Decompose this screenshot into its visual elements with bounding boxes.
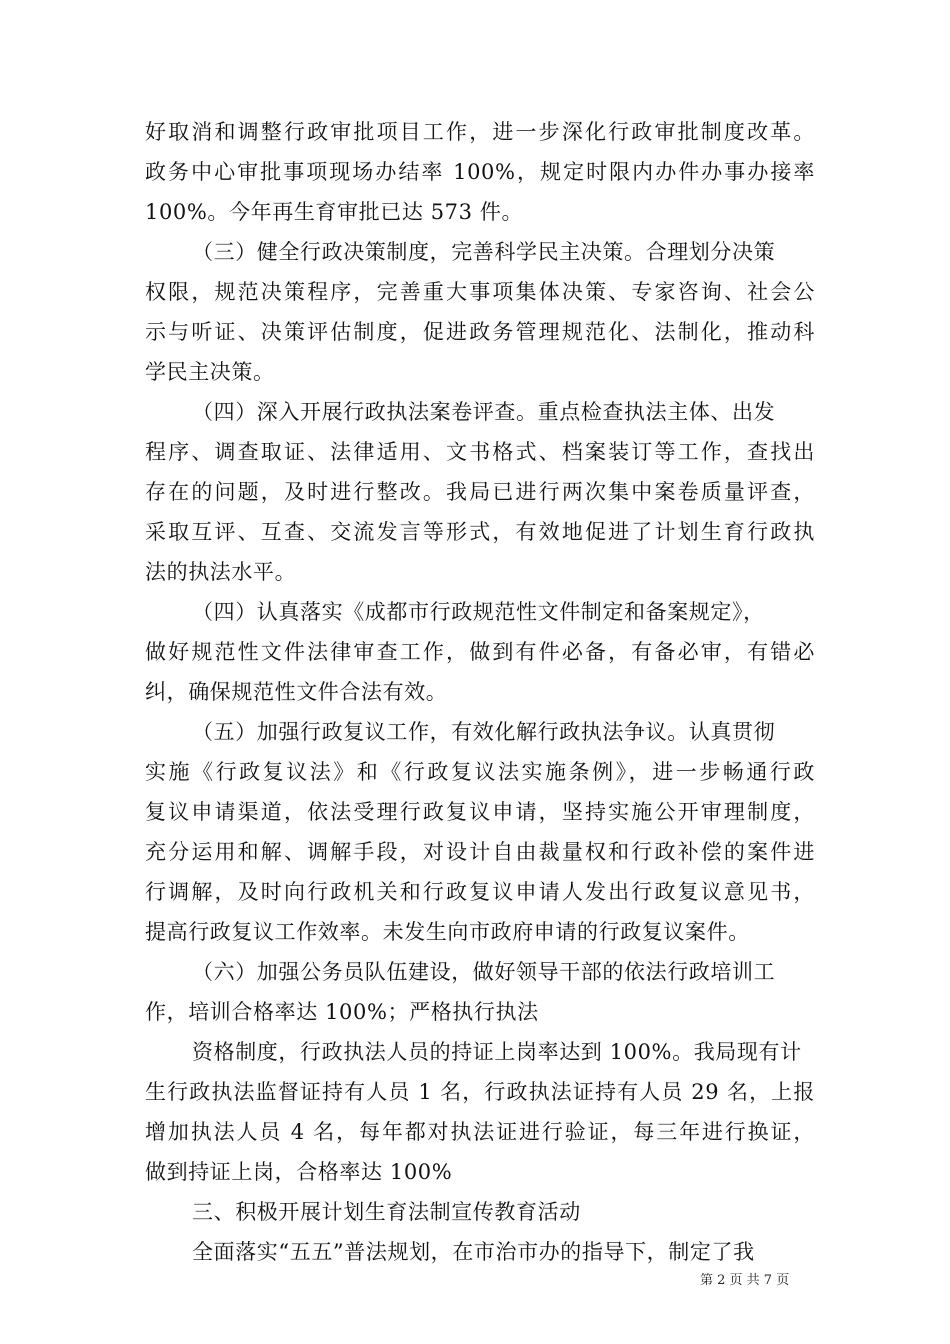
- paragraph-heading-line: （三）健全行政决策制度，完善科学民主决策。合理划分决策: [192, 240, 776, 264]
- section-heading: 三、积极开展计划生育法制宣传教育活动: [192, 1200, 581, 1224]
- text-line: 行调解，及时向行政机关和行政复议申请人发出行政复议意见书，: [145, 880, 815, 904]
- text-line: 作，培训合格率达 100%；严格执行执法: [145, 1000, 539, 1024]
- text-line: 复议申请渠道，依法受理行政复议申请，坚持实施公开审理制度，: [145, 800, 815, 824]
- text-line: 纠，确保规范性文件合法有效。: [145, 680, 448, 704]
- text-line: 权限，规范决策程序，完善重大事项集体决策、专家咨询、社会公: [145, 280, 815, 304]
- text-line: 存在的问题，及时进行整改。我局已进行两次集中案卷质量评查，: [145, 480, 815, 504]
- paragraph-heading-line: （六）加强公务员队伍建设，做好领导干部的依法行政培训工: [192, 960, 776, 984]
- text-line: 提高行政复议工作效率。未发生向市政府申请的行政复议案件。: [145, 920, 750, 944]
- text-line: 资格制度，行政执法人员的持证上岗率达到 100%。我局现有计: [192, 1040, 802, 1064]
- text-line: 好取消和调整行政审批项目工作，进一步深化行政审批制度改革。: [145, 120, 815, 144]
- text-line: 政务中心审批事项现场办结率 100%，规定时限内办件办事办接率: [145, 160, 815, 184]
- text-line: 做好规范性文件法律审查工作，做到有件必备，有备必审，有错必: [145, 640, 815, 664]
- text-line: 100%。今年再生育审批已达 573 件。: [145, 200, 524, 224]
- text-line: 法的执法水平。: [145, 560, 297, 584]
- paragraph-heading-line: （四）认真落实《成都市行政规范性文件制定和备案规定》，: [192, 600, 765, 624]
- text-line: 生行政执法监督证持有人员 1 名，行政执法证持有人员 29 名，上报: [145, 1080, 815, 1104]
- text-line: 全面落实“五五”普法规划，在市治市办的指导下，制定了我: [192, 1240, 755, 1264]
- text-line: 学民主决策。: [145, 360, 275, 384]
- paragraph-heading-line: （四）深入开展行政执法案卷评查。重点检查执法主体、出发: [192, 400, 776, 424]
- text-line: 充分运用和解、调解手段，对设计自由裁量权和行政补偿的案件进: [145, 840, 815, 864]
- text-line: 采取互评、互查、交流发言等形式，有效地促进了计划生育行政执: [145, 520, 815, 544]
- text-line: 示与听证、决策评估制度，促进政务管理规范化、法制化，推动科: [145, 320, 815, 344]
- text-line: 程序、调查取证、法律适用、文书格式、档案装订等工作，查找出: [145, 440, 815, 464]
- page-number-footer: 第 2 页 共 7 页: [700, 1273, 790, 1288]
- text-line: 增加执法人员 4 名，每年都对执法证进行验证，每三年进行换证，: [145, 1120, 815, 1144]
- text-line: 做到持证上岗，合格率达 100%: [145, 1160, 453, 1184]
- text-line: 实施《行政复议法》和《行政复议法实施条例》，进一步畅通行政: [145, 760, 815, 784]
- paragraph-heading-line: （五）加强行政复议工作，有效化解行政执法争议。认真贯彻: [192, 720, 776, 744]
